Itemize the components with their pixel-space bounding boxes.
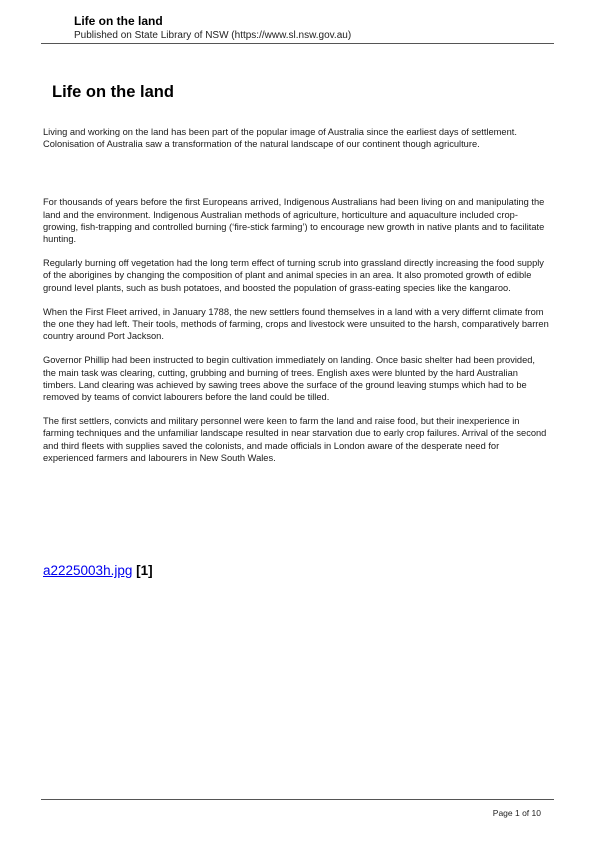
paragraph-indigenous: For thousands of years before the first Europeans arrived, Indigenous Australians had been living on and manipulating the land and the environment. Indigenous Australian methods of agriculture, horticulture and aquaculture included crop-growing, fish-trapping and controlled burning (‘fire-stick farming’) to encourage new growth in native plants and to facilitate hunting. xyxy=(43,197,545,245)
page-title: Life on the land xyxy=(52,83,174,101)
image-reference-number: [1] xyxy=(136,563,153,578)
page-number: Page 1 of 10 xyxy=(492,808,541,818)
paragraph-governor-phillip: Governor Phillip had been instructed to begin cultivation immediately on landing. Once basic shelter had been provided, the main task was clearing, cutting, grubbing and burning of trees. English axes were blunted by the hard Australian timbers. Land clearing was achieved by sawing trees above the surface of the ground leaving stumps which had to be removed by teams of convict labourers before the land could be tilled. xyxy=(43,355,535,403)
header-published-line: Published on State Library of NSW (https://www.sl.nsw.gov.au) xyxy=(74,30,352,41)
header-divider xyxy=(41,43,554,44)
paragraph-first-fleet: When the First Fleet arrived, in January 1788, the new settlers found themselves in a land with a very differnt climate from the one they had left. Their tools, methods of farming, crops and livestock were unsuited to the harsh, comparatively barren country around Port Jackson. xyxy=(43,306,549,342)
page-header xyxy=(74,14,554,42)
article-body xyxy=(43,126,549,476)
image-file-link[interactable]: a2225003h.jpg xyxy=(43,563,133,578)
header-title: Life on the land xyxy=(74,14,163,28)
paragraph-first-settlers: The first settlers, convicts and military personnel were keen to farm the land and raise food, but their inexperience in farming techniques and the unfamiliar landscape resulted in near starvation due to early crop failures. Arrival of the second and third fleets with supplies saved the colonists, and made officials in London aware of the desperate need for experienced farmers and labourers in New South Wales. xyxy=(43,416,547,463)
image-link-line xyxy=(43,562,153,579)
paragraph-burning: Regularly burning off vegetation had the long term effect of turning scrub into grassland directly increasing the food supply of the aborigines by changing the composition of plant and animal species in an area. It also promoted growth of edible ground level plants, such as bush potatoes, and boosted the population of grass-eating species like the kangaroo. xyxy=(43,258,544,293)
footer-divider xyxy=(41,799,554,800)
paragraph-intro: Living and working on the land has been part of the popular image of Australia since the earliest days of settlement. Colonisation of Australia saw a transformation of the natural landscape of our continent though agriculture. xyxy=(43,127,517,150)
